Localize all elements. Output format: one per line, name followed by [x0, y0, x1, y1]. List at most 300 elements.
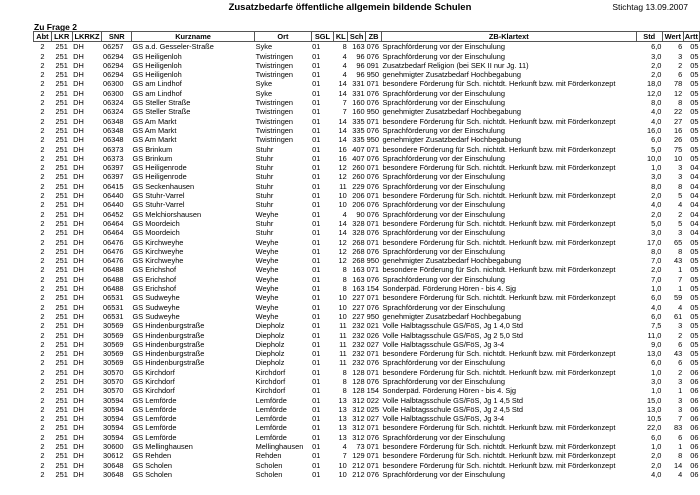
cell-lkrkz: DH [73, 60, 84, 70]
cell-abt: 2 [40, 60, 45, 70]
cell-wert: 12 [674, 88, 683, 98]
cell-snr: 30570 [102, 367, 124, 377]
cell-kl: 12 [338, 237, 347, 247]
cell-lkr: 251 [55, 107, 68, 117]
cell-lkr: 251 [55, 209, 68, 219]
cell-artt: 04 [690, 163, 699, 173]
cell-zb-klartext: besondere Förderung für Sch. nichtdt. Herkunft bzw. mit Förderkonzept [382, 423, 616, 433]
cell-snr: 06324 [102, 107, 124, 117]
cell-zb-klartext: Sprachförderung vor der Einschulung [382, 51, 505, 61]
cell-abt: 2 [40, 395, 45, 405]
cell-lkr: 251 [55, 256, 68, 266]
cell-wert: 75 [674, 144, 683, 154]
cell-zb: 076 [366, 125, 379, 135]
cell-wert: 6 [678, 432, 683, 442]
table-row [34, 135, 700, 144]
cell-artt: 06 [690, 460, 699, 470]
cell-snr: 30594 [102, 432, 124, 442]
cell-sgl: 01 [312, 311, 321, 321]
cell-snr: 06397 [102, 163, 124, 173]
cell-zb: 071 [366, 460, 379, 470]
cell-ort: Scholen [255, 460, 283, 470]
cell-kurzname: GS Stuhr-Varrel [132, 200, 185, 210]
cell-kl: 12 [338, 163, 347, 173]
cell-std: 5,0 [651, 144, 662, 154]
cell-sgl: 01 [312, 367, 321, 377]
table-row [34, 210, 700, 219]
cell-std: 3,0 [651, 376, 662, 386]
cell-lkrkz: DH [73, 181, 84, 191]
cell-snr: 30594 [102, 414, 124, 424]
cell-zb: 071 [366, 451, 379, 461]
cell-artt: 06 [690, 367, 699, 377]
cell-zb-klartext: genehmigter Zusatzbedarf Hochbegabung [382, 107, 521, 117]
cell-artt: 05 [690, 135, 699, 145]
cell-lkrkz: DH [73, 135, 84, 145]
cell-abt: 2 [40, 246, 45, 256]
cell-wert: 5 [678, 218, 683, 228]
cell-kurzname: GS Moordeich [132, 218, 180, 228]
cell-std: 1,0 [651, 367, 662, 377]
cell-kurzname: GS Am Markt [132, 135, 177, 145]
cell-abt: 2 [40, 144, 45, 154]
cell-sch: 206 [352, 200, 365, 210]
cell-abt: 2 [40, 172, 45, 182]
cell-snr: 06440 [102, 191, 124, 201]
cell-snr: 30648 [102, 469, 124, 479]
cell-sch: 407 [352, 153, 365, 163]
cell-ort: Weyhe [255, 274, 279, 284]
cell-abt: 2 [40, 107, 45, 117]
cell-std: 13,0 [646, 404, 662, 414]
cell-zb: 071 [366, 79, 379, 89]
cell-zb: 021 [366, 321, 379, 331]
cell-zb: 950 [366, 256, 379, 266]
cell-abt: 2 [40, 442, 45, 452]
table-row [34, 414, 700, 423]
table-row [34, 191, 700, 200]
cell-artt: 05 [690, 302, 699, 312]
cell-abt: 2 [40, 237, 45, 247]
col-std: Std [636, 32, 662, 42]
cell-lkrkz: DH [73, 163, 84, 173]
cell-kurzname: GS Hindenburgstraße [132, 321, 205, 331]
cell-sgl: 01 [312, 274, 321, 284]
table-row [34, 182, 700, 191]
cell-std: 6,0 [651, 42, 662, 52]
cell-sch: 331 [352, 79, 365, 89]
cell-sch: 312 [352, 395, 365, 405]
cell-abt: 2 [40, 311, 45, 321]
cell-kl: 10 [338, 293, 347, 303]
cell-lkr: 251 [55, 265, 68, 275]
cell-lkrkz: DH [73, 376, 84, 386]
cell-zb-klartext: besondere Förderung für Sch. nichtdt. Herkunft bzw. mit Förderkonzept [382, 116, 616, 126]
cell-sgl: 01 [312, 60, 321, 70]
cell-ort: Stuhr [255, 218, 274, 228]
cell-artt: 05 [690, 70, 699, 80]
cell-snr: 06348 [102, 116, 124, 126]
cell-sgl: 01 [312, 144, 321, 154]
cell-sgl: 01 [312, 423, 321, 433]
cell-lkr: 251 [55, 172, 68, 182]
cell-lkrkz: DH [73, 200, 84, 210]
cell-sgl: 01 [312, 442, 321, 452]
cell-artt: 06 [690, 442, 699, 452]
cell-wert: 3 [678, 321, 683, 331]
cell-kurzname: GS Lemförde [132, 432, 177, 442]
cell-lkr: 251 [55, 237, 68, 247]
cell-kl: 8 [342, 42, 347, 52]
cell-sch: 312 [352, 414, 365, 424]
cell-lkrkz: DH [73, 404, 84, 414]
cell-abt: 2 [40, 51, 45, 61]
cell-kl: 8 [342, 376, 347, 386]
col-sgl: SGL [311, 32, 334, 42]
cell-lkrkz: DH [73, 191, 84, 201]
cell-kurzname: GS Kirchweyhe [132, 237, 184, 247]
cell-zb: 071 [366, 116, 379, 126]
col-lkrkz: LKRKZ [72, 32, 102, 42]
cell-snr: 06531 [102, 293, 124, 303]
cell-sgl: 01 [312, 88, 321, 98]
cell-std: 2,0 [651, 451, 662, 461]
cell-snr: 30569 [102, 321, 124, 331]
cell-abt: 2 [40, 42, 45, 52]
cell-artt: 04 [690, 228, 699, 238]
cell-lkr: 251 [55, 218, 68, 228]
cell-wert: 2 [678, 60, 683, 70]
cell-lkrkz: DH [73, 274, 84, 284]
cell-kurzname: GS Erichshof [132, 265, 177, 275]
cell-zb-klartext: besondere Förderung für Sch. nichtdt. Herkunft bzw. mit Förderkonzept [382, 367, 616, 377]
cell-kl: 16 [338, 144, 347, 154]
cell-sgl: 01 [312, 469, 321, 479]
cell-snr: 30612 [102, 451, 124, 461]
header-row [34, 32, 700, 42]
table-row [34, 228, 700, 237]
cell-ort: Weyhe [255, 256, 279, 266]
cell-sgl: 01 [312, 376, 321, 386]
cell-kurzname: GS Moordeich [132, 228, 180, 238]
cell-kurzname: GS Mellinghausen [132, 442, 193, 452]
cell-kurzname: GS Kirchdorf [132, 367, 175, 377]
cell-sch: 96 [356, 60, 365, 70]
cell-snr: 06324 [102, 98, 124, 108]
cell-kl: 10 [338, 302, 347, 312]
cell-lkr: 251 [55, 88, 68, 98]
cell-kl: 16 [338, 153, 347, 163]
cell-wert: 27 [674, 116, 683, 126]
cell-wert: 3 [678, 51, 683, 61]
cell-lkrkz: DH [73, 469, 84, 479]
cell-kl: 4 [342, 70, 347, 80]
cell-kl: 10 [338, 460, 347, 470]
cell-artt: 06 [690, 451, 699, 461]
cell-zb: 071 [366, 442, 379, 452]
cell-wert: 59 [674, 293, 683, 303]
cell-sch: 268 [352, 237, 365, 247]
cell-kl: 8 [342, 274, 347, 284]
table-row [34, 423, 700, 432]
cell-lkrkz: DH [73, 386, 84, 396]
cell-artt: 05 [690, 42, 699, 52]
cell-lkr: 251 [55, 404, 68, 414]
cell-sch: 232 [352, 339, 365, 349]
cell-zb: 076 [366, 302, 379, 312]
cell-std: 16,0 [646, 125, 662, 135]
cell-wert: 14 [674, 460, 683, 470]
cell-ort: Twistringen [255, 70, 294, 80]
cell-zb: 950 [366, 311, 379, 321]
cell-lkr: 251 [55, 386, 68, 396]
cell-artt: 04 [690, 218, 699, 228]
cell-snr: 06300 [102, 79, 124, 89]
cell-zb: 950 [366, 107, 379, 117]
cell-abt: 2 [40, 153, 45, 163]
cell-ort: Syke [255, 42, 273, 52]
cell-snr: 06348 [102, 135, 124, 145]
cell-kurzname: GS Hindenburgstraße [132, 339, 205, 349]
cell-snr: 06348 [102, 125, 124, 135]
cell-wert: 8 [678, 451, 683, 461]
cell-ort: Stuhr [255, 191, 274, 201]
cell-zb-klartext: Sprachförderung vor der Einschulung [382, 302, 505, 312]
cell-lkrkz: DH [73, 442, 84, 452]
cell-wert: 43 [674, 256, 683, 266]
cell-abt: 2 [40, 70, 45, 80]
cell-snr: 06294 [102, 51, 124, 61]
cell-sch: 335 [352, 125, 365, 135]
cell-kl: 11 [339, 181, 347, 191]
cell-abt: 2 [40, 181, 45, 191]
cell-std: 3,0 [651, 172, 662, 182]
cell-artt: 05 [690, 79, 699, 89]
cell-kl: 10 [338, 200, 347, 210]
cell-lkrkz: DH [73, 265, 84, 275]
cell-snr: 06531 [102, 311, 124, 321]
cell-sgl: 01 [312, 172, 321, 182]
cell-sch: 227 [352, 302, 365, 312]
cell-ort: Diepholz [255, 321, 285, 331]
cell-zb-klartext: Volle Halbtagsschule GS/FöS, Jg 1 4,5 Std [382, 395, 524, 405]
cell-snr: 30600 [102, 442, 124, 452]
cell-zb-klartext: Volle Halbtagsschule GS/FöS, Jg 2 5,0 Std [382, 330, 524, 340]
cell-sch: 96 [356, 51, 365, 61]
table-row [34, 238, 700, 247]
cell-snr: 06397 [102, 172, 124, 182]
cell-artt: 05 [690, 246, 699, 256]
cell-sch: 260 [352, 172, 365, 182]
cell-kl: 11 [339, 339, 347, 349]
cell-kurzname: GS Kirchweyhe [132, 256, 184, 266]
cell-sgl: 01 [312, 51, 321, 61]
cell-kl: 10 [338, 311, 347, 321]
cell-lkrkz: DH [73, 42, 84, 52]
cell-abt: 2 [40, 125, 45, 135]
col-wert: Wert [662, 32, 683, 42]
cell-lkr: 251 [55, 125, 68, 135]
cell-sch: 268 [352, 256, 365, 266]
cell-sgl: 01 [312, 237, 321, 247]
cell-lkrkz: DH [73, 460, 84, 470]
cell-kl: 8 [342, 367, 347, 377]
cell-zb: 071 [366, 191, 379, 201]
cell-lkr: 251 [55, 274, 68, 284]
cell-sgl: 01 [312, 191, 321, 201]
cell-std: 1,0 [651, 442, 662, 452]
cell-wert: 7 [678, 274, 683, 284]
cell-lkrkz: DH [73, 432, 84, 442]
cell-zb: 071 [366, 423, 379, 433]
cell-kurzname: GS Steller Straße [132, 98, 191, 108]
cell-zb: 026 [366, 330, 379, 340]
cell-kl: 10 [338, 191, 347, 201]
cell-abt: 2 [40, 256, 45, 266]
cell-sgl: 01 [312, 395, 321, 405]
cell-kurzname: GS a.d. Gesseler-Straße [132, 42, 214, 52]
cell-lkrkz: DH [73, 423, 84, 433]
cell-wert: 1 [678, 284, 683, 294]
table-row [34, 172, 700, 181]
cell-zb: 076 [366, 469, 379, 479]
cell-abt: 2 [40, 98, 45, 108]
cell-snr: 06373 [102, 153, 124, 163]
cell-zb: 076 [366, 432, 379, 442]
cell-wert: 8 [678, 246, 683, 256]
cell-zb: 076 [366, 274, 379, 284]
cell-lkrkz: DH [73, 218, 84, 228]
cell-lkrkz: DH [73, 237, 84, 247]
cell-zb-klartext: Sprachförderung vor der Einschulung [382, 358, 505, 368]
cell-artt: 05 [690, 153, 699, 163]
cell-artt: 04 [690, 200, 699, 210]
cell-sgl: 01 [312, 414, 321, 424]
cell-sgl: 01 [312, 349, 321, 359]
cell-std: 6,0 [651, 293, 662, 303]
table-row [34, 117, 700, 126]
cell-zb: 950 [366, 135, 379, 145]
cell-ort: Weyhe [255, 209, 279, 219]
cell-wert: 7 [678, 414, 683, 424]
cell-sgl: 01 [312, 181, 321, 191]
cell-zb-klartext: Sprachförderung vor der Einschulung [382, 153, 505, 163]
cell-kurzname: GS Sudweyhe [132, 311, 180, 321]
cell-zb: 076 [366, 172, 379, 182]
cell-kl: 4 [342, 209, 347, 219]
table-row [34, 52, 700, 61]
cell-zb-klartext: Sonderpäd. Förderung Hören - bis 4. Sjg [382, 386, 517, 396]
cell-lkr: 251 [55, 460, 68, 470]
cell-ort: Diepholz [255, 339, 285, 349]
table-row [34, 265, 700, 274]
col-snr: SNR [102, 32, 132, 42]
cell-lkr: 251 [55, 228, 68, 238]
cell-kurzname: GS Heiligenloh [132, 60, 182, 70]
cell-wert: 4 [678, 302, 683, 312]
cell-kurzname: GS Am Markt [132, 116, 177, 126]
cell-abt: 2 [40, 339, 45, 349]
cell-ort: Kirchdorf [255, 367, 286, 377]
cell-abt: 2 [40, 302, 45, 312]
cell-artt: 04 [690, 209, 699, 219]
cell-lkr: 251 [55, 293, 68, 303]
cell-lkr: 251 [55, 442, 68, 452]
cell-sgl: 01 [312, 432, 321, 442]
cell-lkrkz: DH [73, 321, 84, 331]
cell-ort: Stuhr [255, 144, 274, 154]
section-heading: Zu Frage 2 [34, 22, 77, 32]
cell-lkrkz: DH [73, 256, 84, 266]
cell-wert: 2 [678, 330, 683, 340]
cell-kl: 4 [342, 442, 347, 452]
table-row [34, 340, 700, 349]
cell-std: 8,0 [651, 246, 662, 256]
cell-artt: 05 [690, 98, 699, 108]
cell-snr: 06300 [102, 88, 124, 98]
table-row [34, 275, 700, 284]
cell-kurzname: GS Lemförde [132, 404, 177, 414]
cell-sch: 227 [352, 311, 365, 321]
cell-kurzname: GS Kirchdorf [132, 386, 175, 396]
cell-sgl: 01 [312, 451, 321, 461]
cell-ort: Weyhe [255, 284, 279, 294]
cell-lkr: 251 [55, 153, 68, 163]
cell-artt: 06 [690, 414, 699, 424]
cell-kurzname: GS Heiligenrode [132, 163, 187, 173]
cell-artt: 04 [690, 181, 699, 191]
cell-kl: 10 [338, 469, 347, 479]
cell-artt: 06 [690, 376, 699, 386]
cell-wert: 3 [678, 395, 683, 405]
cell-wert: 2 [678, 367, 683, 377]
col-ort: Ort [255, 32, 312, 42]
cell-sch: 129 [352, 451, 365, 461]
cell-kl: 8 [342, 265, 347, 275]
cell-sch: 260 [352, 163, 365, 173]
stichtag-date: Stichtag 13.09.2007 [612, 2, 688, 12]
cell-sgl: 01 [312, 163, 321, 173]
cell-zb: 071 [366, 265, 379, 275]
table-row [34, 442, 700, 451]
cell-wert: 5 [678, 191, 683, 201]
cell-sch: 232 [352, 358, 365, 368]
cell-sgl: 01 [312, 200, 321, 210]
cell-artt: 05 [690, 116, 699, 126]
cell-lkrkz: DH [73, 349, 84, 359]
cell-sch: 90 [356, 209, 365, 219]
page-title: Zusatzbedarfe öffentliche allgemein bildende Schulen [228, 2, 472, 13]
cell-std: 1,0 [651, 386, 662, 396]
cell-std: 2,0 [651, 191, 662, 201]
cell-artt: 06 [690, 395, 699, 405]
cell-artt: 05 [690, 349, 699, 359]
cell-kl: 11 [339, 358, 347, 368]
cell-std: 3,0 [651, 51, 662, 61]
cell-artt: 05 [690, 265, 699, 275]
cell-abt: 2 [40, 228, 45, 238]
table-row [34, 42, 700, 52]
cell-abt: 2 [40, 116, 45, 126]
cell-zb-klartext: genehmigter Zusatzbedarf Hochbegabung [382, 135, 521, 145]
cell-sgl: 01 [312, 265, 321, 275]
cell-lkrkz: DH [73, 367, 84, 377]
cell-abt: 2 [40, 404, 45, 414]
cell-abt: 2 [40, 135, 45, 145]
cell-artt: 05 [690, 358, 699, 368]
cell-snr: 30569 [102, 330, 124, 340]
cell-zb: 091 [366, 60, 379, 70]
